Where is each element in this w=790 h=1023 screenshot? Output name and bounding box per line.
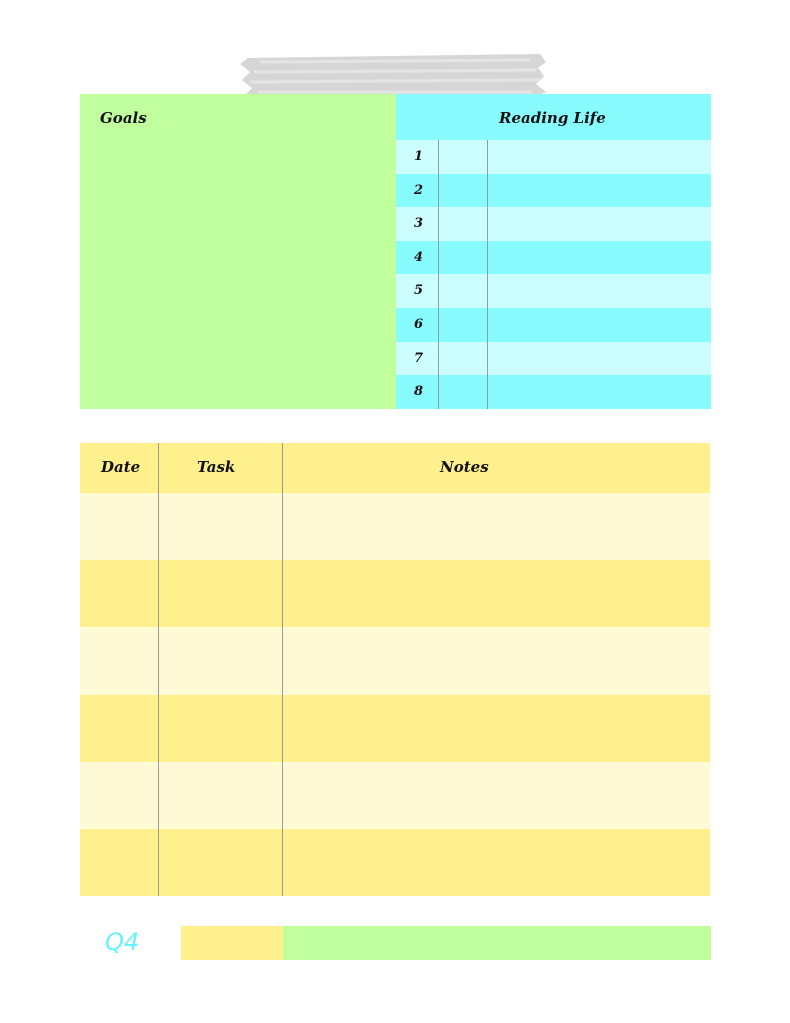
- task-row: [80, 627, 710, 694]
- task-table-header: [80, 443, 710, 493]
- reading-row: [396, 308, 711, 342]
- reading-life-title: Reading Life: [499, 109, 606, 127]
- quarter-label: Q4: [105, 928, 140, 956]
- reading-row-number: 2: [414, 182, 424, 198]
- task-row: [80, 829, 710, 896]
- reading-row-number: 3: [414, 216, 424, 232]
- reading-column-divider: [487, 140, 488, 409]
- reading-row: [396, 342, 711, 376]
- task-column-divider: [158, 443, 159, 896]
- goals-title: Goals: [100, 109, 147, 127]
- reading-row: [396, 174, 711, 208]
- reading-row: [396, 140, 711, 174]
- reading-row: [396, 375, 711, 409]
- task-row: [80, 493, 710, 560]
- reading-life-rows: [396, 140, 711, 409]
- reading-row-number: 7: [414, 350, 424, 366]
- reading-row-number: 5: [414, 283, 424, 299]
- footer-yellow-bar: [181, 926, 283, 960]
- task-row: [80, 695, 710, 762]
- reading-row: [396, 207, 711, 241]
- task-column-divider: [282, 443, 283, 896]
- reading-row: [396, 274, 711, 308]
- reading-row-number: 6: [414, 316, 424, 332]
- reading-row-number: 8: [414, 384, 424, 400]
- date-header: Date: [101, 458, 141, 476]
- reading-life-panel: [396, 94, 711, 409]
- reading-row: [396, 241, 711, 275]
- task-header: Task: [197, 458, 236, 476]
- goals-panel: [80, 94, 396, 409]
- reading-row-number: 1: [414, 149, 424, 164]
- footer-green-bar: [283, 926, 711, 960]
- reading-row-number: 4: [414, 249, 424, 265]
- reading-life-header: [396, 94, 711, 140]
- notes-header: Notes: [440, 458, 489, 476]
- task-row: [80, 762, 710, 829]
- reading-column-divider: [438, 140, 439, 409]
- task-row: [80, 560, 710, 627]
- task-table: [80, 443, 710, 896]
